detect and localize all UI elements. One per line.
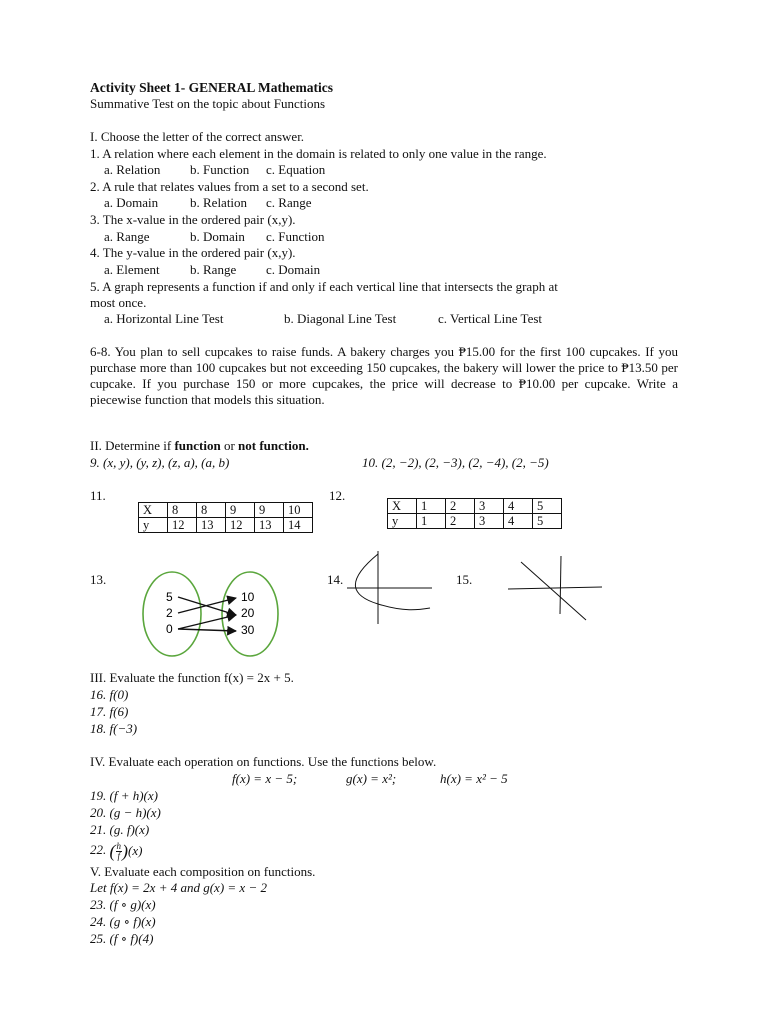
table-cell: 4 (504, 514, 533, 529)
question-22 (90, 841, 142, 861)
question-3-options (104, 229, 325, 245)
graph-15 (506, 554, 606, 628)
part2-instruction (90, 438, 309, 454)
sideways-parabola (355, 554, 430, 610)
keyword-function: function (174, 438, 221, 453)
table-cell: 1 (417, 514, 446, 529)
range-value: 20 (241, 606, 255, 620)
question-3: 3. The x-value in the ordered pair (x,y). (90, 212, 296, 227)
table-cell: X (388, 499, 417, 514)
table-cell: 12 (226, 518, 255, 533)
table-row (139, 503, 313, 518)
table-cell: 2 (446, 514, 475, 529)
question-15-label: 15. (456, 572, 473, 587)
domain-value: 5 (166, 590, 173, 604)
table-row (388, 499, 562, 514)
question-11-table (138, 502, 313, 533)
question-4-options (104, 262, 320, 278)
table-cell: 10 (284, 503, 313, 518)
option-c: c. Range (266, 195, 312, 210)
table-cell: 9 (226, 503, 255, 518)
fraction-paren: ( (109, 841, 116, 862)
part5-instruction: V. Evaluate each composition on functions. (90, 864, 316, 879)
part2-instruction-text: II. Determine if (90, 438, 175, 453)
option-c: c. Equation (266, 162, 326, 177)
question-12-table (387, 498, 562, 529)
question-5-line-1: 5. A graph represents a function if and only if each vertical line that intersects the graph at (90, 279, 558, 294)
table-cell: 9 (255, 503, 284, 518)
question-4: 4. The y-value in the ordered pair (x,y). (90, 245, 296, 260)
range-value: 30 (241, 623, 255, 637)
table-cell: 3 (475, 514, 504, 529)
question-22-number: 22. (90, 842, 107, 857)
question-24: 24. (g ∘ f)(x) (90, 914, 156, 929)
question-11-label: 11. (90, 488, 106, 503)
table-row (388, 514, 562, 529)
question-21: 21. (g. f)(x) (90, 822, 150, 837)
table-cell: 4 (504, 499, 533, 514)
question-23: 23. (f ∘ g)(x) (90, 897, 156, 912)
table-cell: 5 (533, 499, 562, 514)
graph-14 (342, 548, 442, 628)
part4-instruction: IV. Evaluate each operation on functions. Use the functions below. (90, 754, 437, 769)
mapping-diagram (140, 568, 290, 662)
y-axis (560, 556, 561, 614)
x-axis (508, 587, 602, 589)
question-14-label: 14. (327, 572, 344, 587)
option-b: b. Diagonal Line Test (284, 311, 397, 326)
question-12-label: 12. (329, 488, 346, 503)
sheet-title: Activity Sheet 1- GENERAL Mathematics (90, 80, 333, 95)
question-1: 1. A relation where each element in the domain is related to only one value in the range. (90, 146, 547, 161)
table-cell: y (388, 514, 417, 529)
question-5-options (104, 311, 542, 327)
question-10: 10. (2, −2), (2, −3), (2, −4), (2, −5) (362, 455, 549, 470)
table-cell: y (139, 518, 168, 533)
question-16: 16. f(0) (90, 687, 129, 702)
table-cell: 5 (533, 514, 562, 529)
range-value: 10 (241, 590, 255, 604)
option-a: a. Horizontal Line Test (104, 311, 224, 326)
mapping-arrow (178, 615, 236, 629)
question-1-options (104, 162, 325, 178)
function-line (521, 562, 586, 620)
table-row (139, 518, 313, 533)
option-b: b. Range (190, 262, 237, 277)
fraction-numerator: h (116, 840, 121, 851)
part2-instruction-or: or (220, 438, 239, 453)
table-cell: 14 (284, 518, 313, 533)
option-b: b. Relation (190, 195, 248, 210)
keyword-not-function: not function. (238, 438, 309, 453)
function-h: h(x) = x² − 5 (440, 771, 508, 786)
option-a: a. Range (104, 229, 150, 244)
question-9: 9. (x, y), (y, z), (z, a), (a, b) (90, 455, 230, 470)
question-22-tail: (x) (128, 843, 143, 859)
table-cell: 13 (255, 518, 284, 533)
table-cell: 8 (168, 503, 197, 518)
function-f: f(x) = x − 5; (232, 771, 298, 786)
option-b: b. Domain (190, 229, 245, 244)
question-25: 25. (f ∘ f)(4) (90, 931, 154, 946)
part1-instruction: I. Choose the letter of the correct answer. (90, 129, 305, 144)
function-g: g(x) = x²; (346, 771, 397, 786)
domain-value: 0 (166, 622, 173, 636)
option-c: c. Function (266, 229, 325, 244)
question-2: 2. A rule that relates values from a set to a second set. (90, 179, 369, 194)
domain-value: 2 (166, 606, 173, 620)
option-a: a. Domain (104, 195, 159, 210)
question-18: 18. f(−3) (90, 721, 138, 736)
question-20: 20. (g − h)(x) (90, 805, 161, 820)
table-cell: 3 (475, 499, 504, 514)
mapping-arrow (178, 629, 236, 631)
part3-instruction: III. Evaluate the function f(x) = 2x + 5. (90, 670, 294, 685)
option-a: a. Relation (104, 162, 161, 177)
fraction-denominator: f (117, 850, 120, 861)
question-17: 17. f(6) (90, 704, 129, 719)
table-cell: 12 (168, 518, 197, 533)
question-19: 19. (f + h)(x) (90, 788, 158, 803)
question-2-options (104, 195, 311, 211)
option-a: a. Element (104, 262, 160, 277)
sheet-subtitle: Summative Test on the topic about Functions (90, 96, 325, 111)
question-5-line-2: most once. (90, 295, 147, 310)
table-cell: 2 (446, 499, 475, 514)
table-cell: X (139, 503, 168, 518)
composition-definitions: Let f(x) = 2x + 4 and g(x) = x − 2 (90, 880, 267, 895)
fraction-paren: ) (122, 841, 128, 862)
option-b: b. Function (190, 162, 250, 177)
table-cell: 13 (197, 518, 226, 533)
option-c: c. Domain (266, 262, 321, 277)
table-cell: 1 (417, 499, 446, 514)
table-cell: 8 (197, 503, 226, 518)
option-c: c. Vertical Line Test (438, 311, 543, 326)
question-13-label: 13. (90, 572, 107, 587)
problem-6-8: 6-8. You plan to sell cupcakes to raise funds. A bakery charges you ₱15.00 for the first 100 cupcakes. If you purchase more than 100 cupcakes but not exceeding 150 cupcakes, the bakery will lower the price to ₱13.50 per cupcake. If you purchase 150 or more cupcakes, the price will decrease to ₱10.00 per cupcake. Write a piecewise function that models this situation. (90, 344, 678, 407)
